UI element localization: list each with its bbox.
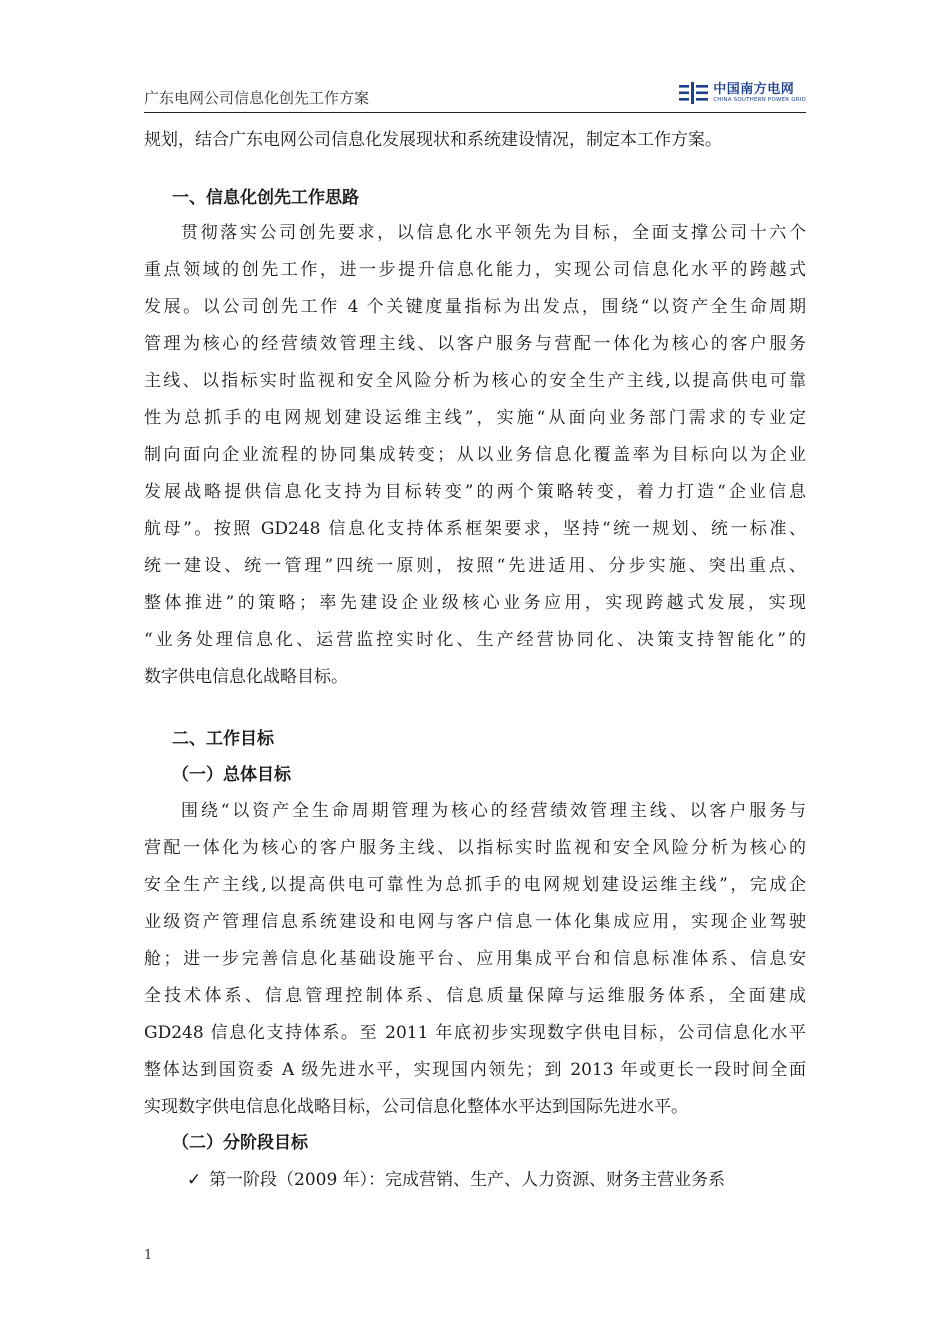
subsection1-line: GD248 信息化支持体系。至 2011 年底初步实现数字供电目标，公司信息化水平 — [144, 1023, 806, 1043]
section1-line: 数字供电信息化战略目标。 — [144, 667, 348, 687]
intro-tail-line: 规划，结合广东电网公司信息化发展现状和系统建设情况，制定本工作方案。 — [144, 130, 722, 150]
section1-line: 统一建设、统一管理”四统一原则，按照“先进适用、分步实施、突出重点、 — [144, 556, 806, 576]
section1-line: “业务处理信息化、运营监控实时化、生产经营协同化、决策支持智能化”的 — [144, 630, 806, 650]
subsection1-line: 实现数字供电信息化战略目标，公司信息化整体水平达到国际先进水平。 — [144, 1097, 688, 1117]
logo-chinese-text: 中国南方电网 — [713, 81, 795, 97]
subsection1-line: 业级资产管理信息系统建设和电网与客户信息一体化集成应用，实现企业驾驶 — [144, 912, 806, 932]
page-header — [144, 72, 806, 113]
section1-line: 制向面向企业流程的协同集成转变；从以业务信息化覆盖率为目标向以为企业 — [144, 445, 806, 465]
section1-line: 航母”。按照 GD248 信息化支持体系框架要求，坚持“统一规划、统一标准、 — [144, 519, 806, 539]
section1-line: 贯彻落实公司创先要求，以信息化水平领先为目标，全面支撑公司十六个 — [181, 223, 806, 243]
checkmark-icon: ✓ — [187, 1170, 202, 1190]
section1-heading: 一、信息化创先工作思路 — [172, 188, 359, 208]
csg-logo — [679, 79, 806, 107]
header-title: 广东电网公司信息化创先工作方案 — [144, 89, 370, 107]
csg-logo-icon — [679, 82, 709, 104]
section1-line: 发展。以公司创先工作 4 个关键度量指标为出发点，围绕“以资产全生命周期 — [144, 297, 806, 317]
section1-line: 主线、以指标实时监视和安全风险分析为核心的安全生产主线,以提高供电可靠 — [144, 371, 806, 391]
section2-heading: 二、工作目标 — [172, 729, 274, 749]
subsection1-line: 围绕“以资产全生命周期管理为核心的经营绩效管理主线、以客户服务与 — [181, 801, 806, 821]
subsection1-line: 安全生产主线,以提高供电可靠性为总抓手的电网规划建设运维主线”，完成企 — [144, 875, 806, 895]
section1-line: 管理为核心的经营绩效管理主线、以客户服务与营配一体化为核心的客户服务 — [144, 334, 806, 354]
page-number: 1 — [144, 1248, 153, 1263]
section1-line: 性为总抓手的电网规划建设运维主线”，实施“从面向业务部门需求的专业定 — [144, 408, 806, 428]
subsection1-line: 舱；进一步完善信息化基础设施平台、应用集成平台和信息标准体系、信息安 — [144, 949, 806, 969]
section1-line: 整体推进”的策略；率先建设企业级核心业务应用，实现跨越式发展，实现 — [144, 593, 806, 613]
phase-list-item — [187, 1169, 806, 1191]
subsection2-heading: （二）分阶段目标 — [172, 1133, 308, 1153]
section1-line: 重点领域的创先工作，进一步提升信息化能力，实现公司信息化水平的跨越式 — [144, 260, 806, 280]
subsection1-line: 全技术体系、信息管理控制体系、信息质量保障与运维服务体系，全面建成 — [144, 986, 806, 1006]
section1-line: 发展战略提供信息化支持为目标转变”的两个策略转变，着力打造“企业信息 — [144, 482, 806, 502]
subsection1-line: 营配一体化为核心的客户服务主线、以指标实时监视和安全风险分析为核心的 — [144, 838, 806, 858]
phase-item-text: 第一阶段（2009 年）：完成营销、生产、人力资源、财务主营业务系 — [209, 1170, 726, 1190]
subsection1-line: 整体达到国资委 A 级先进水平，实现国内领先；到 2013 年或更长一段时间全面 — [144, 1060, 806, 1080]
subsection1-heading: （一）总体目标 — [172, 765, 291, 785]
logo-english-text: CHINA SOUTHERN POWER GRID — [713, 96, 806, 103]
